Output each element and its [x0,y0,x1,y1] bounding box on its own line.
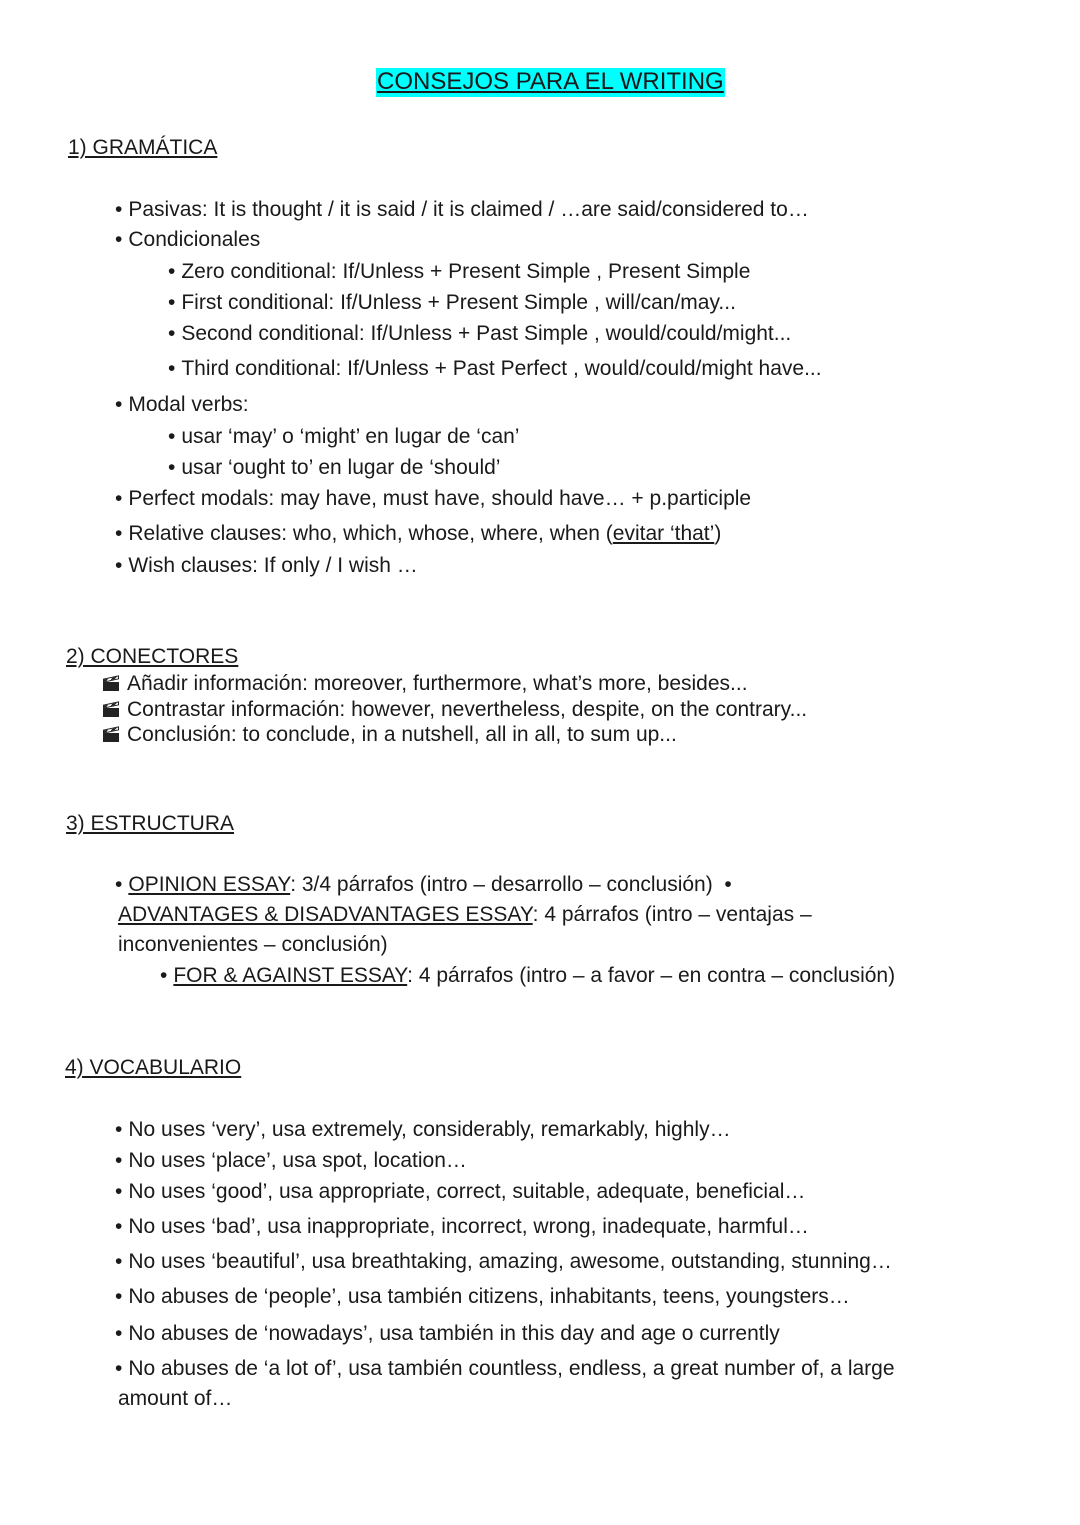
section-heading-gramatica: 1) GRAMÁTICA [68,136,218,159]
clapperboard-icon [103,728,119,742]
list-item: • No uses ‘beautiful’, usa breathtaking, amazing, awesome, outstanding, stunning… [115,1249,892,1274]
list-item: • Wish clauses: If only / I wish … [115,553,418,578]
clapperboard-icon [103,703,119,717]
list-item: • Zero conditional: If/Unless + Present Simple , Present Simple [168,259,750,284]
list-item: • Modal verbs: [115,392,249,417]
list-item: • Perfect modals: may have, must have, should have… + p.participle [115,486,751,511]
list-item: • usar ‘may’ o ‘might’ en lugar de ‘can’ [168,424,519,449]
section-heading-vocabulario: 4) VOCABULARIO [65,1056,242,1079]
list-item: • Second conditional: If/Unless + Past Simple , would/could/might... [168,321,791,346]
list-item-advantages: ADVANTAGES & DISADVANTAGES ESSAY: 4 párrafos (intro – ventajas – [118,903,812,926]
section-heading-estructura: 3) ESTRUCTURA [66,812,235,835]
list-item: • Third conditional: If/Unless + Past Perfect , would/could/might have... [168,356,822,381]
list-item: • No uses ‘place’, usa spot, location… [115,1148,467,1173]
underlined-note: evitar ‘that’ [612,522,715,545]
section-heading-conectores: 2) CONECTORES [66,645,239,668]
page-title: CONSEJOS PARA EL WRITING [377,68,724,95]
list-item: Contrastar información: however, nevertheless, despite, on the contrary... [103,697,807,722]
list-item-continuation: amount of… [118,1387,233,1410]
list-item: • No abuses de ‘nowadays’, usa también in this day and age o currently [115,1321,780,1346]
list-item: Conclusión: to conclude, in a nutshell, all in all, to sum up... [103,722,677,747]
list-item: • No uses ‘bad’, usa inappropriate, incorrect, wrong, inadequate, harmful… [115,1214,809,1239]
list-item-continuation: inconvenientes – conclusión) [118,933,388,956]
list-item: • usar ‘ought to’ en lugar de ‘should’ [168,455,500,480]
list-item: • First conditional: If/Unless + Present Simple , will/can/may... [168,290,736,315]
list-item: • Condicionales [115,227,260,252]
list-item: • No abuses de ‘a lot of’, usa también countless, endless, a great number of, a large [115,1356,895,1381]
bullet-glyph: • [712,873,732,896]
clapperboard-icon [103,677,119,691]
list-item-for-against: • FOR & AGAINST ESSAY: 4 párrafos (intro – a favor – en contra – conclusión) [160,963,895,988]
list-item: • No uses ‘good’, usa appropriate, correct, suitable, adequate, beneficial… [115,1179,805,1204]
list-item: • Pasivas: It is thought / it is said / it is claimed / …are said/considered to… [115,197,809,222]
list-item: • No uses ‘very’, usa extremely, considerably, remarkably, highly… [115,1117,731,1142]
list-item: Añadir información: moreover, furthermore, what’s more, besides... [103,671,748,696]
list-item: • No abuses de ‘people’, usa también citizens, inhabitants, teens, youngsters… [115,1284,850,1309]
list-item-opinion: • OPINION ESSAY: 3/4 párrafos (intro – desarrollo – conclusión) • [115,872,732,897]
list-item-relative: • Relative clauses: who, which, whose, where, when (evitar ‘that’) [115,521,721,546]
